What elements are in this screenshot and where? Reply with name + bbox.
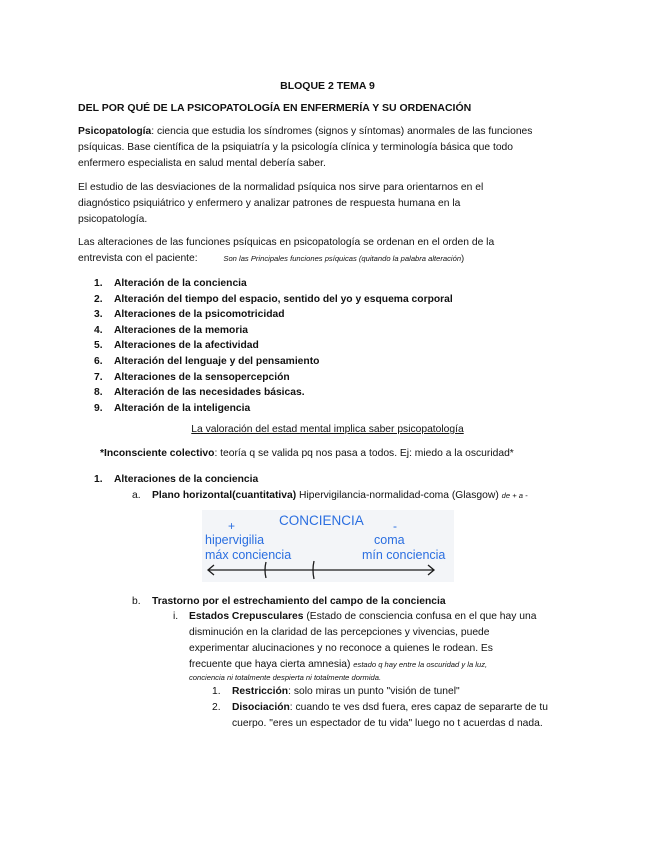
figure-minus: -	[393, 519, 397, 533]
section-heading	[94, 472, 258, 488]
restriccion-text: : solo miras un punto "visión de tunel"	[288, 686, 460, 697]
list-item: 4. Alteraciones de la memoria	[94, 324, 248, 336]
disociacion-item: 2. Disociación: cuando te ves dsd fuera, eres capaz de separarte de tu cuerpo. "eres un espectador de tu vida" luego no t acuerdas d nada.	[212, 700, 548, 732]
restriccion-item: 1. Restricción: solo miras un punto "visión de tunel"	[212, 686, 460, 697]
section-title: Alteraciones de la conciencia	[114, 474, 259, 485]
list-item: 7. Alteraciones de la sensopercepción	[94, 371, 290, 383]
disociacion-term: Disociación	[232, 702, 290, 713]
para3-line1: Las alteraciones de las funciones psíquicas en psicopatología se ordenan en el orden de la	[78, 237, 495, 248]
para2-line2: diagnóstico psiquiátrico y enfermero y analizar patrones de respuesta humana en la	[78, 197, 461, 209]
intro-paragraph	[78, 124, 532, 171]
intro-term: Psicopatología	[78, 126, 152, 137]
para2-line3: psicopatología.	[78, 213, 148, 225]
sub-sub-item-i-line4: frecuente que haya cierta amnesia)	[189, 658, 351, 670]
figure-right-line2: mín conciencia	[362, 548, 446, 562]
list-item: 5. Alteraciones de la afectividad	[94, 340, 259, 352]
conciencia-figure	[202, 510, 454, 582]
disociacion-text2: cuerpo. "eres un espectador de tu vida" luego no t acuerdas d nada.	[232, 717, 543, 729]
inconsciente-text: : teoría q se valida pq nos pasa a todos. Ej: miedo a la oscuridad*	[214, 448, 514, 459]
sub-item-b	[132, 594, 446, 610]
sub-item-a-note: de + a -	[501, 491, 528, 500]
figure-right-line1: coma	[374, 533, 405, 547]
sub-sub-item-i	[173, 609, 536, 625]
sub-sub-item-i-note1: estado q hay entre la oscuridad y la luz,	[353, 659, 488, 669]
figure-title: CONCIENCIA	[279, 513, 364, 528]
list-item: 2. Alteración del tiempo del espacio, sentido del yo y esquema corporal	[94, 293, 453, 305]
sub-sub-item-i-title: Estados Crepusculares	[189, 611, 304, 622]
intro-def-line2: psíquicas. Base científica de la psiquiatría y la psicología clínica y terminología básica que todo	[78, 141, 514, 153]
intro-def-line3: enfermero especialista en salud mental debería saber.	[78, 157, 326, 169]
intro-def-line1: : ciencia que estudia los síndromes (signos y síntomas) anormales de las funciones	[151, 126, 533, 137]
sub-sub-item-i-marker: i.	[173, 611, 179, 622]
sub-item-b-title: Trastorno por el estrechamiento del campo de la conciencia	[152, 596, 446, 607]
sub-item-a	[132, 488, 528, 504]
sub-sub-item-i-line2: disminución en la claridad de las percepciones y vivencias, puede	[189, 627, 490, 638]
sub-item-a-marker: a.	[132, 490, 141, 501]
para2-line1: El estudio de las desviaciones de la normalidad psíquica nos sirve para orientarnos en el	[78, 182, 484, 193]
inconsciente-term: *Inconsciente colectivo	[100, 448, 215, 459]
order-paragraph	[78, 235, 494, 267]
sub-sub-item-i-line1: (Estado de consciencia confusa en el que hay una	[303, 611, 537, 622]
disociacion-text: : cuando te ves dsd fuera, eres capaz de separarte de tu	[289, 702, 548, 713]
document-subtitle: DEL POR QUÉ DE LA PSICOPATOLOGÍA EN ENFERMERÍA Y SU ORDENACIÓN	[78, 102, 472, 114]
list-item: 9. Alteración de la inteligencia	[94, 402, 251, 414]
sub-item-b-marker: b.	[132, 596, 141, 607]
sub-item-a-text: Hipervigilancia-normalidad-coma (Glasgow)	[296, 490, 499, 501]
document-title: BLOQUE 2 TEMA 9	[280, 80, 375, 92]
sub-sub-item-i-note2: conciencia ni totalmente despierta ni totalmente dormida.	[189, 673, 382, 683]
figure-left-line1: hipervigilia	[205, 533, 265, 547]
figure-axis	[202, 510, 454, 582]
section-num: 1.	[94, 474, 103, 485]
list-item: 6. Alteración del lenguaje y del pensamiento	[94, 355, 320, 367]
study-paragraph	[78, 180, 483, 227]
restriccion-term: Restricción	[232, 686, 289, 697]
para3-note: Son las Principales funciones psíquicas (quitando la palabra alteración	[223, 253, 462, 263]
list-item: 3. Alteraciones de la psicomotricidad	[94, 309, 285, 321]
sub-item-a-title: Plano horizontal(cuantitativa)	[152, 490, 297, 501]
figure-left-line2: máx conciencia	[205, 548, 292, 562]
valoracion-line: La valoración del estad mental implica saber psicopatología	[191, 424, 464, 435]
sub-sub-item-i-line3: experimentar alucinaciones y no reconoce a quienes le rodean. Es	[189, 642, 493, 654]
sub-sub-item-i-body	[189, 625, 493, 684]
list-item: 1. Alteración de la conciencia	[94, 278, 247, 289]
functions-list	[94, 276, 453, 416]
para3-line2: entrevista con el paciente:	[78, 252, 198, 264]
para3-note-close: )	[461, 252, 465, 263]
inconsciente-line	[100, 446, 514, 462]
list-item: 8. Alteración de las necesidades básicas.	[94, 387, 305, 399]
figure-plus: +	[228, 519, 236, 533]
